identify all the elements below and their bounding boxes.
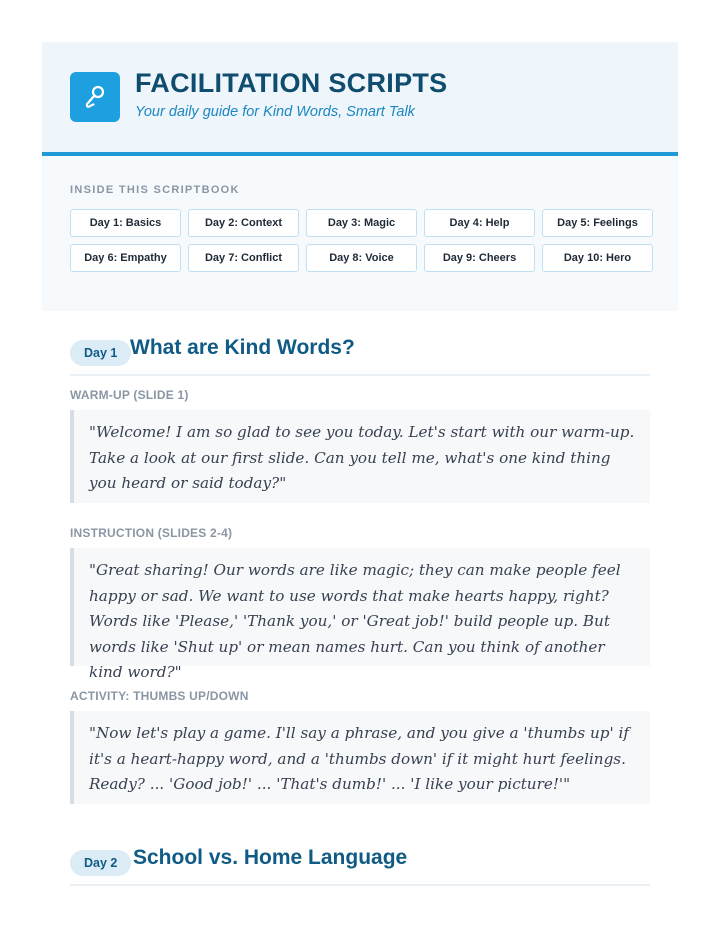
day-title: School vs. Home Language [133, 846, 408, 869]
toc-item-day-10[interactable]: Day 10: Hero [542, 244, 653, 272]
day-badge: Day 1 [70, 340, 131, 366]
day-heading [70, 336, 650, 376]
header [42, 42, 678, 156]
toc-item-day-4[interactable]: Day 4: Help [424, 209, 535, 237]
day-badge: Day 2 [70, 850, 131, 876]
toc-item-day-5[interactable]: Day 5: Feelings [542, 209, 653, 237]
toc-item-day-8[interactable]: Day 8: Voice [306, 244, 417, 272]
day-section-1 [70, 336, 650, 806]
script-quote-activity: "Now let's play a game. I'll say a phrase, and you give a 'thumbs up' if it's a heart-happy word, and a 'thumbs down' if it might hurt feelings. Ready? ... 'Good job!' ... 'That's dumb!' ... 'I like your picture!'" [70, 711, 650, 804]
toc-label: INSIDE THIS SCRIPTBOOK [70, 184, 240, 196]
day-section-2 [70, 846, 650, 886]
toc-item-day-3[interactable]: Day 3: Magic [306, 209, 417, 237]
day-heading [70, 846, 650, 886]
script-quote-instruction: "Great sharing! Our words are like magic; they can make people feel happy or sad. We want to use words that make hearts happy, right? Words like 'Please,' 'Thank you,' or 'Great job!' build people up. But words like 'Shut up' or mean names hurt. Can you think of another kind word?" [70, 548, 650, 666]
page-subtitle: Your daily guide for Kind Words, Smart Talk [135, 104, 415, 120]
toc-item-day-1[interactable]: Day 1: Basics [70, 209, 181, 237]
scriptbook-page [42, 42, 678, 311]
table-of-contents [42, 156, 678, 311]
toc-item-day-6[interactable]: Day 6: Empathy [70, 244, 181, 272]
toc-item-day-7[interactable]: Day 7: Conflict [188, 244, 299, 272]
page-title: FACILITATION SCRIPTS [135, 68, 448, 98]
microphone-icon [70, 72, 120, 122]
script-quote-warm-up: "Welcome! I am so glad to see you today. Let's start with our warm-up. Take a look at our first slide. Can you tell me, what's one kind thing you heard or said today?" [70, 410, 650, 503]
step-label-instruction: INSTRUCTION (SLIDES 2-4) [70, 526, 233, 540]
step-label-warm-up: WARM-UP (SLIDE 1) [70, 388, 189, 402]
toc-item-day-9[interactable]: Day 9: Cheers [424, 244, 535, 272]
day-title: What are Kind Words? [130, 336, 355, 359]
toc-item-day-2[interactable]: Day 2: Context [188, 209, 299, 237]
toc-grid [70, 209, 650, 272]
step-label-activity: ACTIVITY: THUMBS UP/DOWN [70, 689, 249, 703]
